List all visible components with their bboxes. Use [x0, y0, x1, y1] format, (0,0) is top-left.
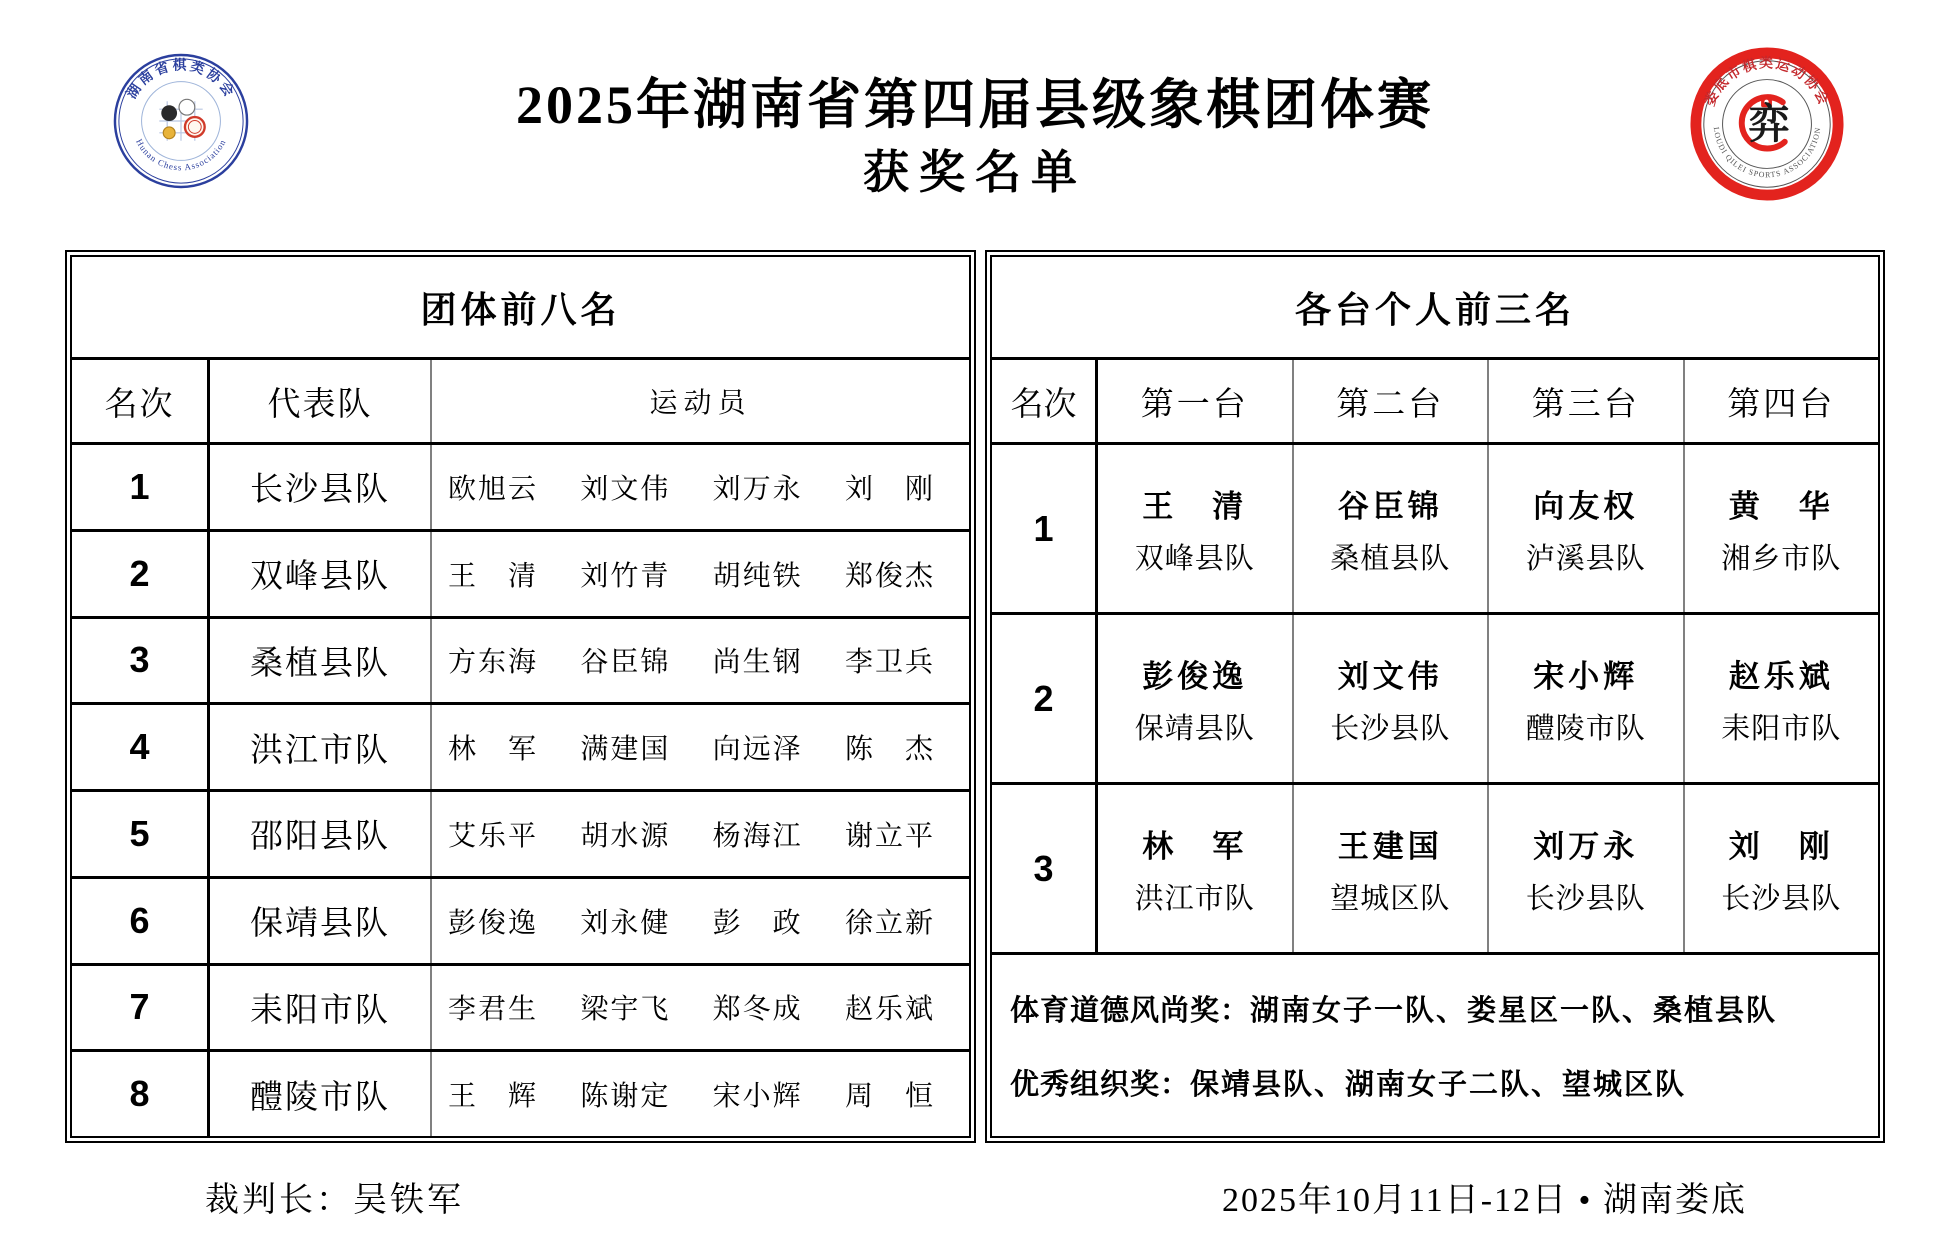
organization-award-line	[1010, 1062, 1878, 1103]
rank-cell: 5	[129, 812, 150, 854]
rank-cell: 2	[129, 552, 150, 594]
winner-name: 谷臣锦	[1337, 488, 1443, 524]
right-logo-chinese-text: 娄底市棋类运动协会	[1701, 55, 1833, 109]
seal-calligraphy-icon	[1742, 96, 1790, 148]
rank-cell: 3	[129, 639, 150, 681]
board-table-header-row	[992, 360, 1878, 442]
winner-cell	[1683, 615, 1879, 782]
player-name: 胡水源	[580, 820, 671, 852]
player-name: 胡纯铁	[712, 560, 803, 592]
players-cell	[430, 966, 969, 1050]
winner-team: 桑植县队	[1330, 542, 1451, 575]
winner-team: 泸溪县队	[1525, 542, 1646, 575]
team-cell: 长沙县队	[207, 445, 430, 529]
players-cell	[430, 1052, 969, 1136]
team-cell: 醴陵市队	[207, 1052, 430, 1136]
player-name: 李君生	[448, 994, 539, 1026]
winner-name: 林 军	[1142, 828, 1248, 864]
winner-name: 彭俊逸	[1142, 658, 1248, 694]
player-name: 梁宇飞	[580, 994, 671, 1026]
player-name: 陈谢定	[580, 1081, 671, 1113]
players-cell	[430, 532, 969, 616]
players-cell	[430, 705, 969, 789]
rank-cell: 4	[129, 726, 150, 768]
winner-name: 宋小辉	[1533, 658, 1639, 694]
column-header-rank: 名次	[1010, 386, 1077, 423]
table-row	[992, 442, 1878, 612]
table-row	[72, 789, 969, 876]
player-name: 谷臣锦	[580, 647, 671, 679]
team-cell: 邵阳县队	[207, 792, 430, 876]
player-name: 周 恒	[844, 1081, 935, 1113]
players-cell	[430, 792, 969, 876]
award-value: 湖南女子一队、娄星区一队、桑植县队	[1250, 995, 1778, 1027]
page-title: 2025年湖南省第四届县级象棋团体赛	[516, 75, 1434, 135]
winner-team: 耒阳市队	[1721, 712, 1842, 745]
player-name: 李卫兵	[844, 647, 935, 679]
winner-name: 王建国	[1337, 828, 1443, 864]
table-row	[72, 529, 969, 616]
table-row	[72, 876, 969, 963]
board-table-title: 各台个人前三名	[992, 257, 1878, 360]
player-name: 欧旭云	[448, 473, 539, 505]
winner-team: 长沙县队	[1721, 882, 1842, 915]
player-name: 徐立新	[844, 907, 935, 939]
player-name: 方东海	[448, 647, 539, 679]
column-header-board2: 第二台	[1292, 360, 1488, 442]
column-header-board3: 第三台	[1487, 360, 1683, 442]
winner-team: 望城区队	[1330, 882, 1451, 915]
winner-name: 向友权	[1533, 488, 1639, 524]
table-row	[72, 616, 969, 703]
player-name: 彭俊逸	[448, 907, 539, 939]
player-name: 宋小辉	[712, 1081, 803, 1113]
winner-cell	[1292, 615, 1488, 782]
rank-cell: 7	[129, 986, 150, 1028]
team-table-title: 团体前八名	[72, 257, 969, 360]
winner-cell	[1292, 445, 1488, 612]
special-awards-section	[992, 952, 1878, 1136]
winner-cell	[1683, 445, 1879, 612]
winner-team: 长沙县队	[1525, 882, 1646, 915]
award-value: 保靖县队、湖南女子二队、望城区队	[1190, 1069, 1687, 1101]
column-header-team: 代表队	[207, 360, 430, 442]
players-cell	[430, 879, 969, 963]
team-cell: 洪江市队	[207, 705, 430, 789]
player-name: 王 辉	[448, 1081, 539, 1113]
table-row	[72, 442, 969, 529]
winner-name: 刘 刚	[1728, 828, 1834, 864]
winner-cell	[1292, 785, 1488, 952]
player-name: 彭 政	[712, 907, 803, 939]
chief-referee: 裁判长：吴铁军	[205, 1182, 464, 1219]
column-header-board4: 第四台	[1683, 360, 1879, 442]
winner-cell	[1487, 445, 1683, 612]
award-label: 优秀组织奖：	[1010, 1069, 1191, 1101]
results-tables	[65, 250, 1885, 1143]
rank-cell: 2	[1033, 677, 1054, 719]
player-name: 林 军	[448, 734, 539, 766]
page-subtitle: 获奖名单	[863, 147, 1087, 198]
player-name: 刘 刚	[844, 473, 935, 505]
rank-cell: 1	[129, 465, 150, 507]
event-date-location: 2025年10月11日-12日 • 湖南娄底	[1222, 1182, 1747, 1219]
player-name: 刘万永	[712, 473, 803, 505]
team-table-header-row	[72, 360, 969, 442]
winner-cell	[1487, 615, 1683, 782]
player-name: 杨海江	[712, 820, 803, 852]
team-cell: 耒阳市队	[207, 966, 430, 1050]
player-name: 赵乐斌	[844, 994, 935, 1026]
left-logo-chinese-text: 湖南省棋类协会	[123, 57, 239, 102]
player-name: 郑俊杰	[844, 560, 935, 592]
player-name: 郑冬成	[712, 994, 803, 1026]
winner-cell	[1095, 445, 1292, 612]
rank-cell: 6	[129, 899, 150, 941]
left-logo-english-text: Hunan Chess Association	[134, 137, 228, 173]
sportsmanship-award-line	[1010, 988, 1878, 1029]
player-name: 王 清	[448, 560, 539, 592]
winner-name: 刘万永	[1533, 828, 1639, 864]
table-row	[72, 702, 969, 789]
loudi-qilei-association-logo	[1688, 45, 1846, 203]
player-name: 刘竹青	[580, 560, 671, 592]
player-name: 尚生钢	[712, 647, 803, 679]
player-name: 刘永健	[580, 907, 671, 939]
team-top8-table	[65, 250, 976, 1143]
player-name: 向远泽	[712, 734, 803, 766]
player-name: 谢立平	[844, 820, 935, 852]
seal-glyph: 弈	[1748, 100, 1790, 147]
table-row	[72, 963, 969, 1050]
column-header-board1: 第一台	[1095, 360, 1292, 442]
board-top3-table	[985, 250, 1885, 1143]
right-logo-english-text: LOUDI QILEI SPORTS ASSOCIATION	[1711, 126, 1823, 180]
rank-cell: 3	[1033, 847, 1054, 889]
winner-team: 保靖县队	[1134, 712, 1255, 745]
rank-cell: 1	[1033, 507, 1054, 549]
award-label: 体育道德风尚奖：	[1010, 995, 1251, 1027]
player-name: 满建国	[580, 734, 671, 766]
players-cell	[430, 445, 969, 529]
team-cell: 双峰县队	[207, 532, 430, 616]
rank-cell: 8	[129, 1073, 150, 1115]
players-cell	[430, 619, 969, 703]
winner-team: 洪江市队	[1134, 882, 1255, 915]
column-header-players: 运动员	[430, 360, 969, 442]
team-cell: 桑植县队	[207, 619, 430, 703]
winner-cell	[1683, 785, 1879, 952]
winner-cell	[1095, 615, 1292, 782]
winner-name: 赵乐斌	[1728, 658, 1834, 694]
winner-name: 刘文伟	[1337, 658, 1443, 694]
winner-name: 王 清	[1142, 488, 1248, 524]
player-name: 刘文伟	[580, 473, 671, 505]
player-name: 陈 杰	[844, 734, 935, 766]
table-row	[992, 782, 1878, 952]
table-row	[992, 612, 1878, 782]
winner-team: 湘乡市队	[1721, 542, 1842, 575]
table-row	[72, 1049, 969, 1136]
winner-team: 醴陵市队	[1525, 712, 1646, 745]
winner-cell	[1487, 785, 1683, 952]
winner-cell	[1095, 785, 1292, 952]
winner-name: 黄 华	[1728, 488, 1834, 524]
team-cell: 保靖县队	[207, 879, 430, 963]
winner-team: 双峰县队	[1134, 542, 1255, 575]
winner-team: 长沙县队	[1330, 712, 1451, 745]
loudi-qilei-association-logo-icon	[1688, 45, 1846, 203]
column-header-rank: 名次	[104, 386, 175, 423]
player-name: 艾乐平	[448, 820, 539, 852]
